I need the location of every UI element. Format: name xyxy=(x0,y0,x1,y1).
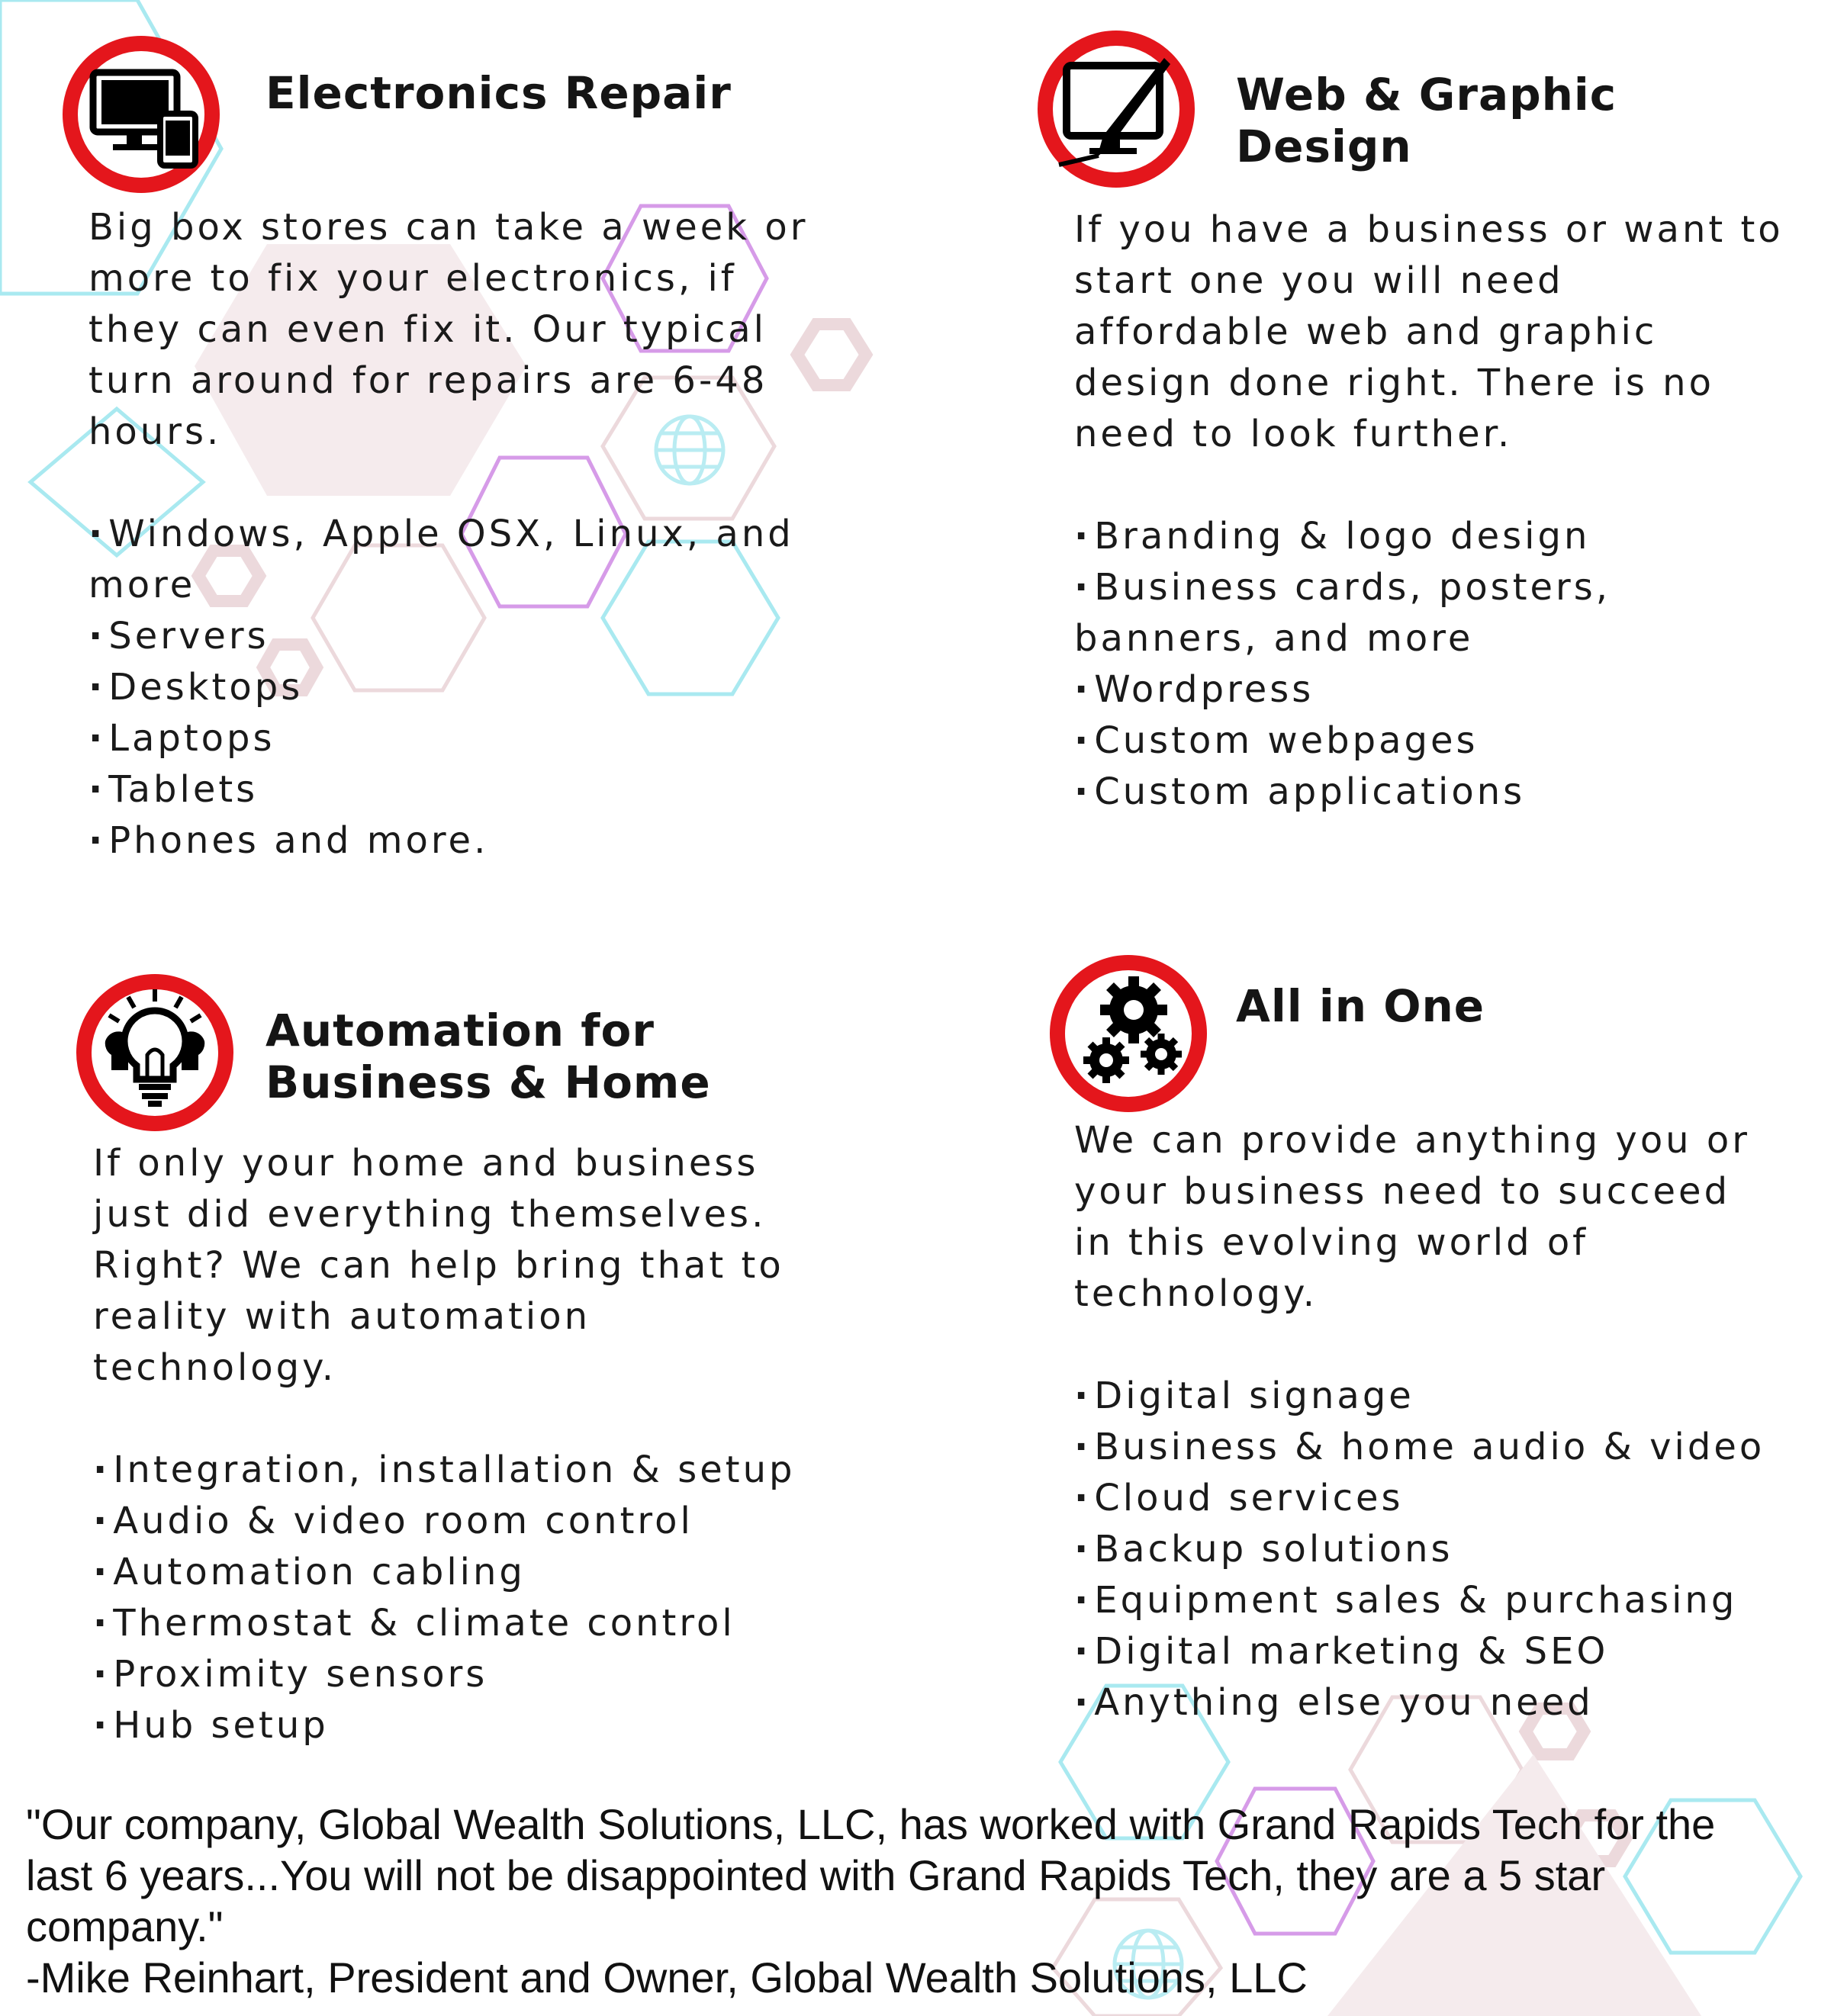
list-item: · Business & home audio & video xyxy=(1074,1422,1765,1473)
monitor-pen-icon xyxy=(1036,29,1196,189)
testimonial-quote-line: "Our company, Global Wealth Solutions, LLC, has worked with Grand Rapids Tech for the xyxy=(26,1800,1716,1848)
list-item: · Audio & video room control xyxy=(93,1496,795,1547)
list-item: · Digital marketing & SEO xyxy=(1074,1626,1765,1677)
computer-tablet-icon xyxy=(61,34,221,195)
list-item: · Automation cabling xyxy=(93,1547,795,1598)
testimonial xyxy=(26,1799,1804,2003)
text-line: just did everything themselves. xyxy=(93,1193,767,1236)
list-item: · Backup solutions xyxy=(1074,1524,1765,1575)
text-line: technology. xyxy=(93,1346,336,1389)
list-item: · Branding & logo design xyxy=(1074,511,1784,562)
service-title: Automation for Business & Home xyxy=(265,1005,711,1108)
list-item: · Digital signage xyxy=(1074,1371,1765,1422)
text-line: they can even fix it. Our typical xyxy=(88,308,767,351)
feature-list xyxy=(93,1445,795,1751)
text-line: start one you will need xyxy=(1074,259,1564,302)
text-line: more to fix your electronics, if xyxy=(88,257,737,300)
feature-list xyxy=(1074,511,1784,818)
gears-icon xyxy=(1048,953,1208,1114)
list-item: · Laptops xyxy=(88,713,808,764)
list-item: · Proximity sensors xyxy=(93,1649,795,1700)
testimonial-quote-line: company." xyxy=(26,1902,224,1950)
text-line: in this evolving world of xyxy=(1074,1221,1589,1264)
list-item: · Integration, installation & setup xyxy=(93,1445,795,1496)
text-line: technology. xyxy=(1074,1272,1318,1315)
testimonial-attribution: -Mike Reinhart, President and Owner, Global Wealth Solutions, LLC xyxy=(26,1953,1308,2002)
service-description xyxy=(88,202,808,867)
text-line: reality with automation xyxy=(93,1295,591,1338)
service-title: Web & Graphic Design xyxy=(1236,69,1617,172)
list-item: · Cloud services xyxy=(1074,1473,1765,1524)
list-item: · Custom webpages xyxy=(1074,715,1784,767)
text-line: Big box stores can take a week or xyxy=(88,206,809,249)
list-item: · Wordpress xyxy=(1074,664,1784,715)
list-item: · Desktops xyxy=(88,662,808,713)
list-item: · Servers xyxy=(88,611,808,662)
testimonial-quote-line: last 6 years...You will not be disappointed with Grand Rapids Tech, they are a 5 star xyxy=(26,1851,1606,1899)
list-item: · Custom applications xyxy=(1074,767,1784,818)
list-item: · Phones and more. xyxy=(88,815,808,867)
service-description xyxy=(1074,204,1784,818)
text-line: If you have a business or want to xyxy=(1074,208,1784,251)
list-item: · Anything else you need xyxy=(1074,1677,1765,1728)
list-item: · Equipment sales & purchasing xyxy=(1074,1575,1765,1626)
service-title: All in One xyxy=(1236,980,1485,1032)
list-item: · Thermostat & climate control xyxy=(93,1598,795,1649)
feature-list xyxy=(88,509,808,867)
service-description xyxy=(93,1138,795,1751)
text-line: turn around for repairs are 6-48 xyxy=(88,359,768,402)
text-line: We can provide anything you or xyxy=(1074,1119,1750,1162)
lightbulb-icon xyxy=(75,973,235,1133)
text-line: If only your home and business xyxy=(93,1142,759,1185)
service-description xyxy=(1074,1115,1765,1728)
feature-list xyxy=(1074,1371,1765,1728)
list-item: · Tablets xyxy=(88,764,808,815)
text-line: Right? We can help bring that to xyxy=(93,1244,784,1287)
text-line: design done right. There is no xyxy=(1074,362,1714,404)
text-line: need to look further. xyxy=(1074,413,1513,455)
text-line: hours. xyxy=(88,410,222,453)
list-item: · Hub setup xyxy=(93,1700,795,1751)
text-line: more xyxy=(88,564,196,606)
list-item: · Business cards, posters, xyxy=(1074,562,1784,613)
text-line: affordable web and graphic xyxy=(1074,310,1658,353)
service-title: Electronics Repair xyxy=(265,67,732,119)
text-line: your business need to succeed xyxy=(1074,1170,1731,1213)
text-line: banners, and more xyxy=(1074,617,1474,660)
list-item: · Windows, Apple OSX, Linux, and xyxy=(88,509,808,560)
